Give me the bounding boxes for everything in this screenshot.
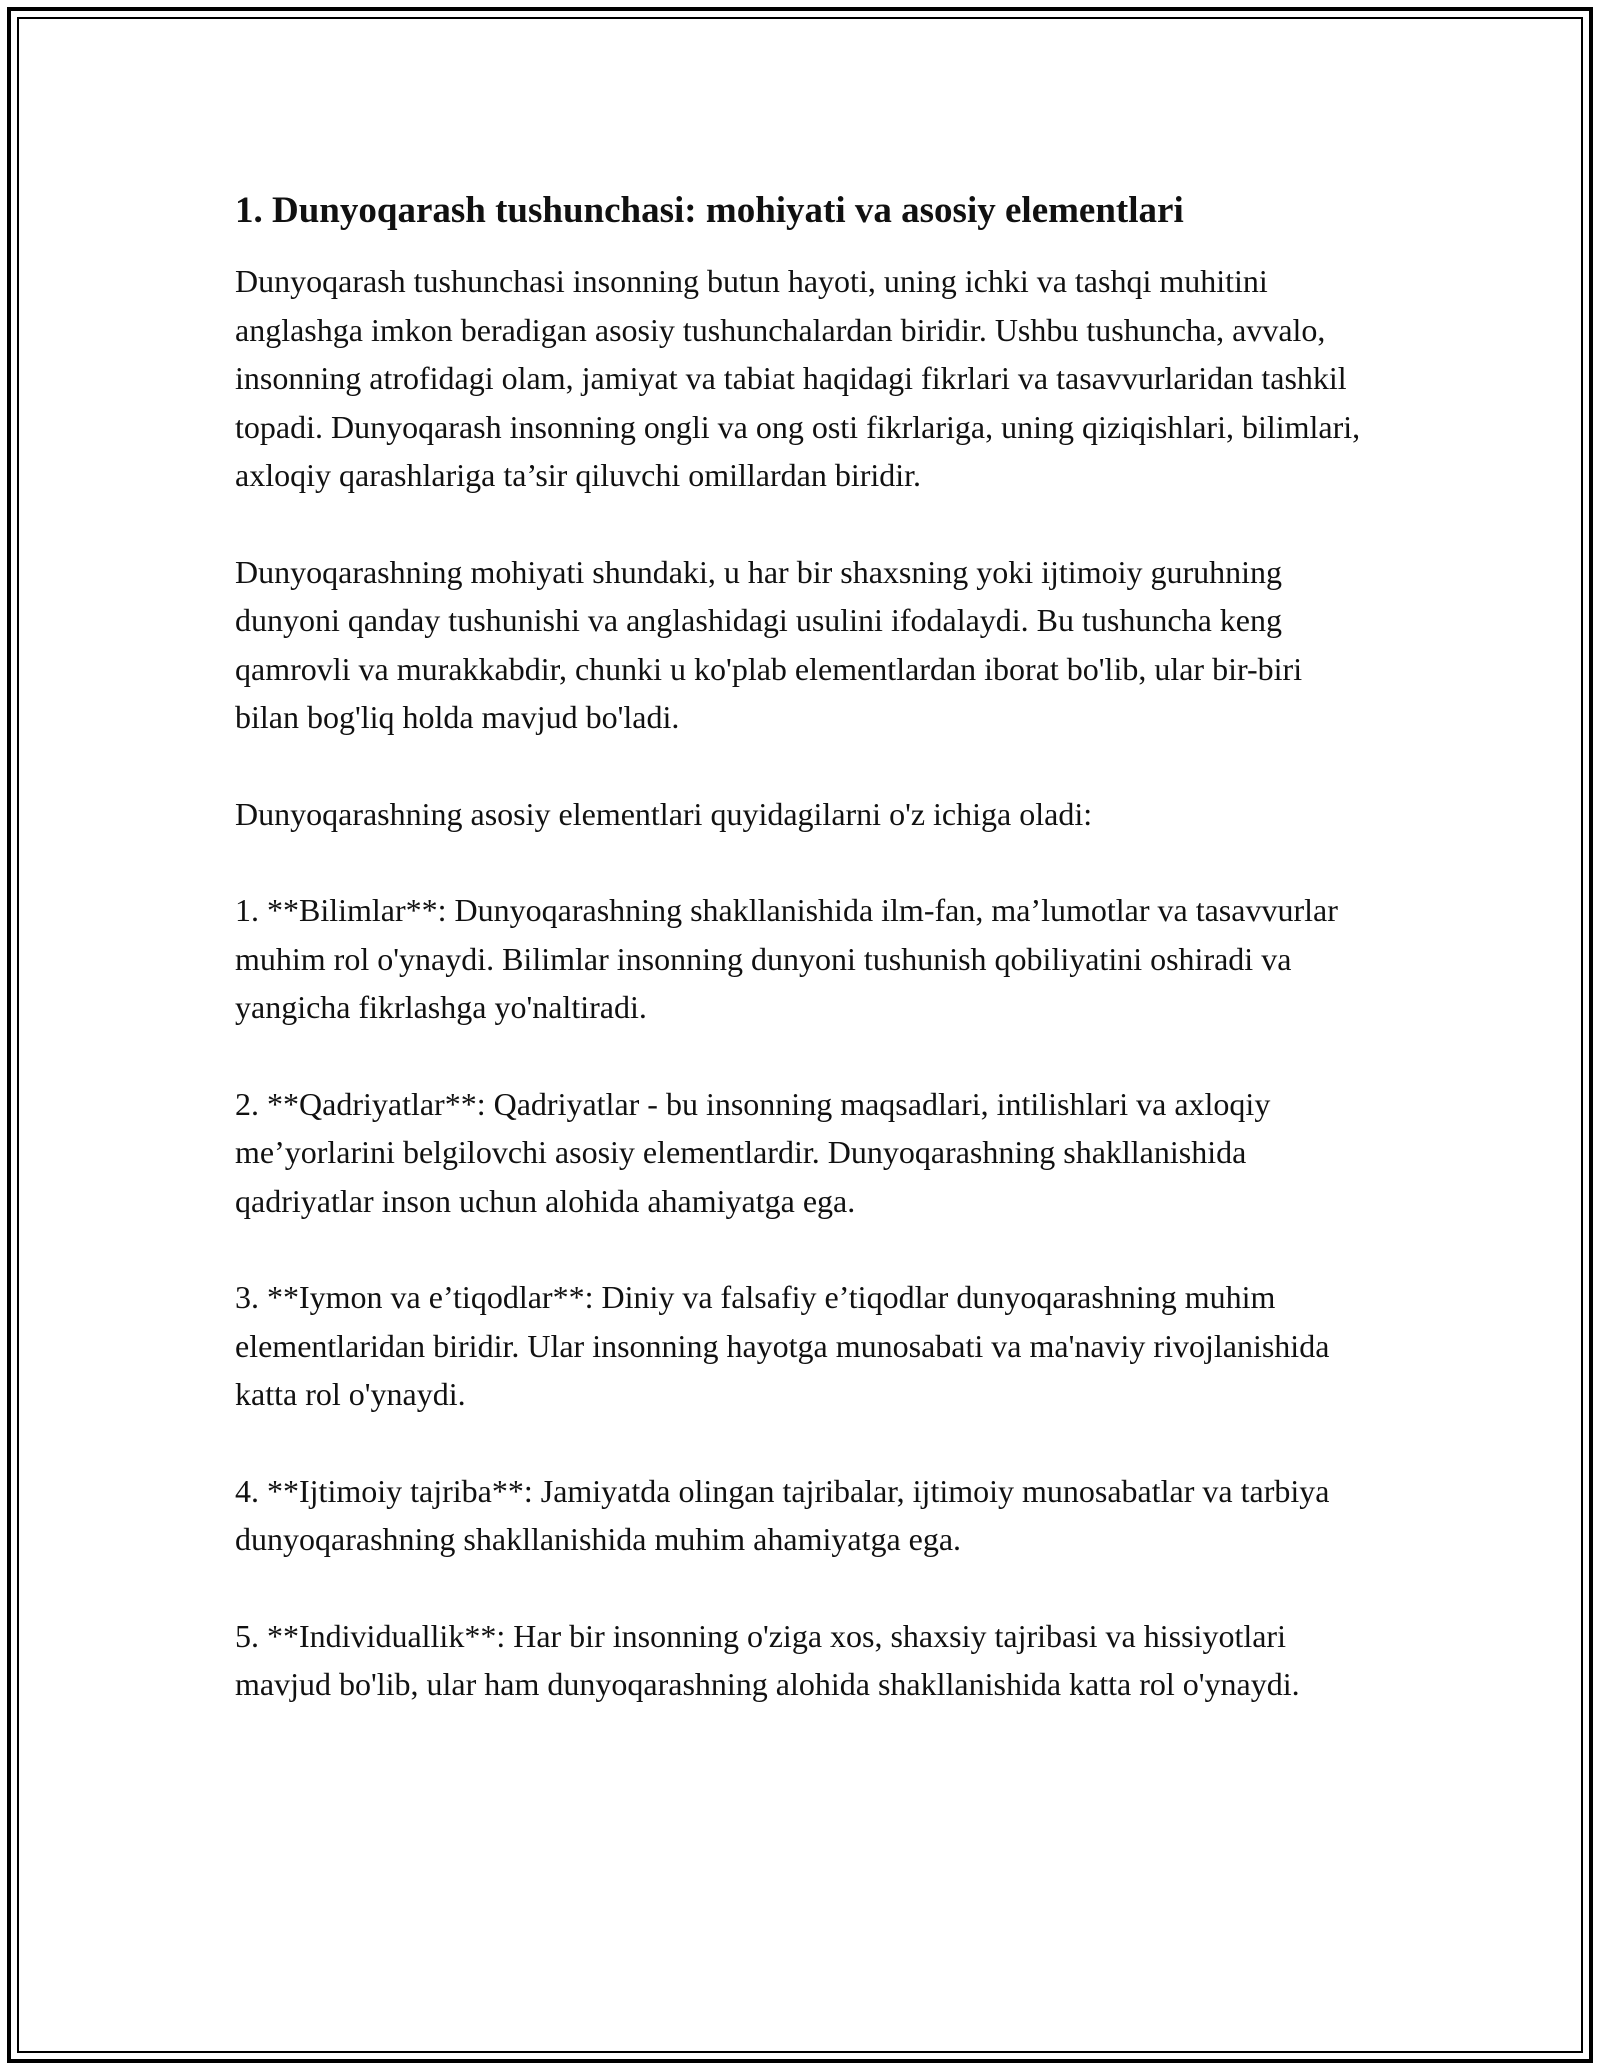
paragraph-definition: Dunyoqarash tushunchasi insonning butun hayoti, uning ichki va tashqi muhitini anglashga imkon beradigan asosiy tushunchalardan biridir. Ushbu tushuncha, avvalo, insonning atrofidagi olam, jamiyat va tabiat haqidagi fikrlari va tasavvurlaridan tashkil topadi. Dunyoqarash insonning ongli va ong osti fikrlariga, uning qiziqishlari, bilimlari, axloqiy qarashlariga ta’sir qiluvchi omillardan biridir. [235, 263, 1361, 493]
list-item-individuality: 5. **Individuallik**: Har bir insonning o'ziga xos, shaxsiy tajribasi va hissiyotlari mavjud bo'lib, ular ham dunyoqarashning alohida shakllanishida katta rol o'ynaydi. [235, 1617, 1300, 1702]
list-item-values: 2. **Qadriyatlar**: Qadriyatlar - bu insonning maqsadlari, intilishlari va axloqiy me’yorlarini belgilovchi asosiy elementlardir. Dunyoqarashning shakllanishida qadriyatlar inson uchun alohida ahamiyatga ega. [235, 1085, 1271, 1219]
list-item-knowledge: 1. **Bilimlar**: Dunyoqarashning shakllanishida ilm-fan, ma’lumotlar va tasavvurlar muhim rol o'ynaydi. Bilimlar insonning dunyoni tushunish qobiliyatini oshiradi va yangicha fikrlashga yo'naltiradi. [235, 892, 1338, 1025]
paragraph-elements-intro: Dunyoqarashning asosiy elementlari quyidagilarni o'z ichiga oladi: [235, 795, 1093, 832]
list-item-beliefs: 3. **Iymon va e’tiqodlar**: Diniy va falsafiy e’tiqodlar dunyoqarashning muhim elementlaridan biridir. Ular insonning hayotga munosabati va ma'naviy rivojlanishida katta rol o'ynaydi. [235, 1279, 1330, 1412]
document-body [235, 187, 1365, 1709]
paragraph-essence: Dunyoqarashning mohiyati shundaki, u har bir shaxsning yoki ijtimoiy guruhning dunyoni qanday tushunishi va anglashidagi usulini ifodalaydi. Bu tushuncha keng qamrovli va murakkabdir, chunki u ko'plab elementlardan iborat bo'lib, ular bir-biri bilan bog'liq holda mavjud bo'ladi. [235, 553, 1303, 735]
list-item-social-experience: 4. **Ijtimoiy tajriba**: Jamiyatda olingan tajribalar, ijtimoiy munosabatlar va tarbiya dunyoqarashning shakllanishida muhim ahamiyatga ega. [235, 1472, 1330, 1557]
section-heading: 1. Dunyoqarash tushunchasi: mohiyati va asosiy elementlari [235, 190, 1184, 231]
